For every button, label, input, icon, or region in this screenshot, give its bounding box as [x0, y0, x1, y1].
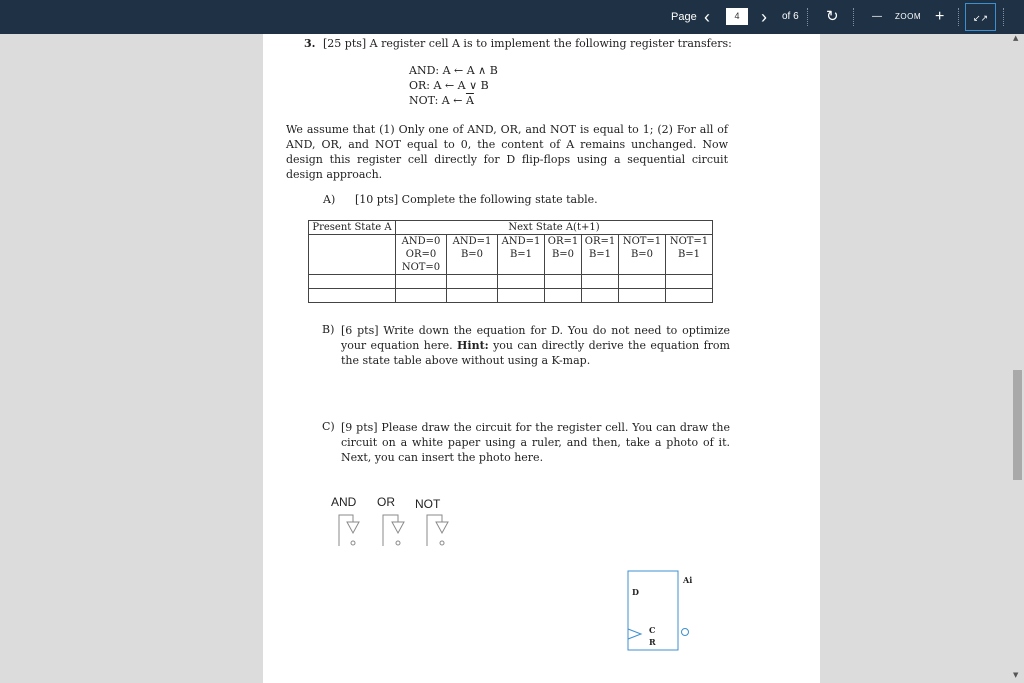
fullscreen-button[interactable] [965, 3, 996, 31]
not-terminal [440, 541, 444, 545]
or-equation: OR: A ← A ∨ B [409, 79, 489, 92]
table-row [309, 289, 713, 303]
present-state-header: Present State A [309, 221, 396, 235]
reset-bubble [682, 629, 689, 636]
table-cell[interactable] [619, 289, 666, 303]
flipflop-r-label: R [649, 637, 656, 647]
prev-page-icon[interactable]: ‹ [704, 7, 710, 27]
not-equation: NOT: A ← $\overline{A}$ [409, 94, 474, 107]
table-cell[interactable] [309, 235, 396, 275]
table-cell[interactable] [396, 275, 447, 289]
table-cell[interactable] [309, 275, 396, 289]
table-cell[interactable] [498, 289, 545, 303]
or-switch-line [383, 515, 398, 546]
assumption-paragraph: We assume that (1) Only one of AND, OR, and NOT is equal to 1; (2) For all of AND, OR, and NOT equal to 0, the content of A remains unchanged. Now design this register cell directly for D flip-flops using a sequential circuit design approach. [286, 123, 728, 181]
column-header: OR=1 B=1 [582, 235, 619, 275]
divider [853, 8, 855, 26]
table-cell[interactable] [396, 289, 447, 303]
part-c-text: [9 pts] Please draw the circuit for the register cell. You can draw the circuit on a white paper using a ruler, and then, take a photo of it. Next, you can insert the photo here. [341, 421, 730, 464]
zoom-label: ZOOM [895, 12, 921, 21]
rotate-icon[interactable]: ↻ [826, 8, 839, 25]
table-cell[interactable] [498, 275, 545, 289]
table-cell[interactable] [666, 289, 713, 303]
divider [958, 8, 960, 26]
document-page [263, 34, 820, 683]
zoom-out-icon[interactable]: — [872, 11, 882, 22]
toolbar [0, 0, 1024, 34]
divider [1003, 8, 1005, 26]
column-header: AND=0 OR=0 NOT=0 [396, 235, 447, 275]
table-cell[interactable] [666, 275, 713, 289]
and-terminal [351, 541, 355, 545]
next-state-header: Next State A(t+1) [396, 221, 713, 235]
part-b-label: B) [322, 323, 335, 336]
not-buffer-icon [436, 522, 448, 533]
next-page-icon[interactable]: › [761, 7, 767, 27]
and-buffer-icon [347, 522, 359, 533]
column-header: OR=1 B=0 [545, 235, 582, 275]
question-text: [25 pts] A register cell A is to implement the following register transfers: [323, 37, 732, 50]
or-input-label: OR [377, 495, 395, 509]
and-switch-line [339, 515, 353, 546]
scroll-thumb[interactable] [1013, 370, 1022, 480]
or-buffer-icon [392, 522, 404, 533]
part-c-label: C) [322, 420, 335, 433]
table-cell[interactable] [582, 289, 619, 303]
or-terminal [396, 541, 400, 545]
table-cell[interactable] [447, 275, 498, 289]
table-cell[interactable] [582, 275, 619, 289]
input-switch-diagram [333, 512, 463, 552]
column-header: AND=1 B=1 [498, 235, 545, 275]
table-row [309, 275, 713, 289]
part-a-text: [10 pts] Complete the following state table. [355, 193, 598, 206]
page-count: of 6 [782, 11, 799, 22]
divider [807, 8, 809, 26]
scroll-down-icon[interactable]: ▼ [1013, 671, 1019, 679]
not-switch-line [427, 515, 442, 546]
state-table [308, 220, 713, 303]
flipflop-d-label: D [632, 587, 639, 597]
page-number-input[interactable] [726, 8, 748, 25]
flipflop-c-label: C [649, 625, 656, 635]
column-header: NOT=1 B=1 [666, 235, 713, 275]
column-header: AND=1 B=0 [447, 235, 498, 275]
and-input-label: AND [331, 495, 357, 509]
collapse-icon: ↙↗ [972, 13, 989, 23]
table-cell[interactable] [545, 289, 582, 303]
zoom-in-icon[interactable]: + [935, 8, 945, 25]
and-equation: AND: A ← A ∧ B [409, 64, 498, 77]
table-cell[interactable] [619, 275, 666, 289]
table-cell[interactable] [545, 275, 582, 289]
clock-triangle-icon [628, 629, 641, 639]
part-b-text: [6 pts] Write down the equation for D. You do not need to optimize your equation here. Hint: you can directly derive the equation from the state table above without using a K-map. [341, 324, 730, 367]
flipflop-output-label: Ai [683, 575, 693, 585]
page-label: Page [671, 11, 697, 23]
table-cell[interactable] [309, 289, 396, 303]
column-header: NOT=1 B=0 [619, 235, 666, 275]
part-a-label: A) [323, 193, 336, 206]
vertical-scrollbar[interactable] [1010, 34, 1024, 683]
scroll-up-icon[interactable]: ▲ [1013, 34, 1019, 42]
table-cell[interactable] [447, 289, 498, 303]
question-number: 3. [304, 37, 316, 50]
not-input-label: NOT [415, 497, 441, 511]
